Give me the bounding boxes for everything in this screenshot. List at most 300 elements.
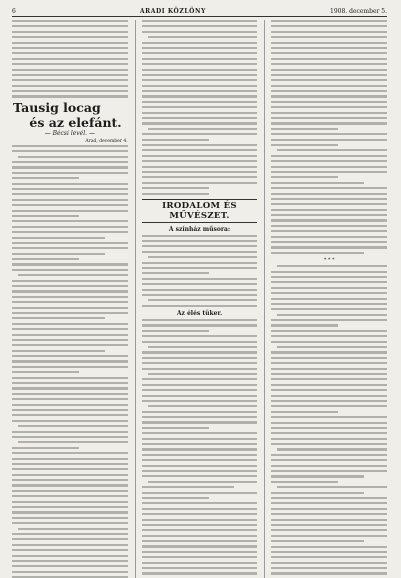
text-line	[12, 285, 128, 287]
text-line	[271, 529, 387, 531]
text-line	[271, 117, 387, 119]
text-line	[142, 395, 258, 397]
text-line	[271, 378, 387, 380]
news-text-top	[271, 20, 387, 254]
text-line	[142, 90, 258, 92]
text-line	[271, 567, 387, 569]
text-line	[12, 301, 128, 303]
text-line	[18, 274, 128, 276]
text-line	[142, 117, 258, 119]
text-line	[12, 511, 128, 513]
text-line	[142, 448, 258, 450]
text-line	[271, 308, 387, 310]
text-line	[12, 20, 128, 22]
text-line	[271, 508, 387, 510]
text-line	[12, 355, 128, 357]
text-line	[142, 42, 258, 44]
text-line	[12, 280, 128, 282]
text-line	[271, 230, 387, 232]
text-line	[271, 438, 387, 440]
text-line	[142, 438, 258, 440]
text-line	[271, 400, 387, 402]
text-line	[142, 432, 258, 434]
text-line	[271, 20, 387, 22]
text-line	[12, 414, 128, 416]
text-line	[12, 199, 128, 201]
text-line	[142, 459, 258, 461]
text-line	[271, 470, 387, 472]
text-line	[271, 271, 387, 273]
text-line	[148, 256, 258, 258]
text-line	[142, 443, 258, 445]
text-line	[142, 513, 258, 515]
text-line	[12, 398, 128, 400]
text-line	[142, 519, 258, 521]
text-line	[271, 112, 387, 114]
text-line	[271, 106, 387, 108]
text-line	[271, 395, 387, 397]
text-line	[142, 283, 258, 285]
text-line	[142, 324, 258, 326]
text-line	[12, 420, 128, 422]
text-line	[271, 214, 387, 216]
text-line	[12, 366, 128, 368]
text-line	[142, 545, 258, 547]
text-line	[271, 540, 364, 542]
text-line	[271, 171, 387, 173]
text-line	[148, 346, 258, 348]
text-line	[271, 198, 387, 200]
text-line	[271, 535, 387, 537]
text-line	[271, 58, 387, 60]
text-line	[142, 572, 258, 574]
text-line	[12, 296, 128, 298]
text-line	[271, 351, 387, 353]
text-line	[148, 481, 258, 483]
text-line	[12, 47, 128, 49]
text-line	[142, 85, 258, 87]
text-line	[277, 314, 387, 316]
text-line	[277, 265, 387, 267]
text-line	[12, 549, 128, 551]
text-line	[271, 405, 387, 407]
text-line	[271, 519, 387, 521]
text-line	[142, 341, 258, 343]
text-line	[12, 258, 79, 260]
text-line	[142, 335, 258, 337]
text-line	[271, 551, 387, 553]
text-line	[12, 404, 128, 406]
text-line	[142, 362, 258, 364]
text-line	[142, 497, 209, 499]
text-line	[271, 465, 387, 467]
text-line	[12, 177, 79, 179]
text-line	[271, 122, 387, 124]
text-line	[142, 272, 209, 274]
text-line	[12, 479, 128, 481]
text-line	[271, 203, 387, 205]
text-line	[142, 58, 258, 60]
text-line	[12, 458, 128, 460]
text-line	[12, 490, 128, 492]
text-line	[12, 339, 128, 341]
text-line	[142, 535, 258, 537]
text-line	[271, 236, 387, 238]
text-line	[12, 484, 128, 486]
text-line	[12, 323, 128, 325]
text-line	[271, 276, 387, 278]
text-line	[12, 263, 128, 265]
text-line	[142, 245, 258, 247]
article-text-intro	[12, 20, 128, 98]
text-line	[142, 25, 258, 27]
article-text-top	[142, 20, 258, 195]
text-line	[142, 378, 258, 380]
text-line	[12, 269, 128, 271]
text-line	[12, 172, 128, 174]
text-line	[12, 555, 128, 557]
text-line	[142, 486, 235, 488]
text-line	[12, 371, 79, 373]
article-headline-line2: és az elefánt.	[13, 116, 122, 129]
text-line	[271, 562, 387, 564]
text-line	[12, 145, 128, 147]
text-line	[277, 486, 387, 488]
text-line	[271, 330, 387, 332]
text-line	[12, 79, 128, 81]
text-line	[142, 112, 258, 114]
text-line	[18, 425, 128, 427]
text-line	[142, 540, 258, 542]
text-line	[142, 427, 209, 429]
section-header: IRODALOM ÉS MŰVÉSZET.	[142, 199, 258, 223]
text-line	[142, 262, 258, 264]
text-line	[142, 384, 258, 386]
text-line	[12, 242, 128, 244]
text-line	[12, 150, 128, 152]
text-line	[271, 90, 387, 92]
text-line	[12, 193, 128, 195]
text-line	[277, 448, 387, 450]
text-line	[12, 204, 128, 206]
text-line	[12, 95, 128, 97]
article-byline: — Bécsi levél. —	[12, 130, 128, 137]
text-line	[142, 235, 258, 237]
text-line	[12, 90, 128, 92]
text-line	[271, 443, 387, 445]
text-line	[12, 409, 128, 411]
text-line	[18, 156, 128, 158]
text-line	[271, 572, 387, 574]
article-text-bottom	[142, 319, 258, 578]
text-line	[142, 454, 258, 456]
text-line	[271, 497, 387, 499]
text-line	[142, 176, 258, 178]
text-line	[12, 74, 128, 76]
text-line	[271, 182, 364, 184]
text-line	[271, 160, 387, 162]
text-line	[271, 335, 387, 337]
text-line	[142, 289, 258, 291]
article-headline: Tausig locag	[13, 101, 128, 114]
text-line	[271, 246, 387, 248]
text-line	[12, 237, 105, 239]
text-line	[142, 166, 258, 168]
text-line	[142, 182, 258, 184]
text-line	[12, 166, 128, 168]
text-line	[12, 31, 128, 33]
column-3	[264, 20, 387, 578]
text-line	[142, 122, 258, 124]
text-line	[142, 155, 258, 157]
subsection-title: A színház műsora:	[142, 226, 258, 233]
text-line	[12, 474, 128, 476]
text-line	[142, 330, 209, 332]
text-line	[12, 350, 105, 352]
text-line	[12, 571, 128, 573]
text-line	[142, 357, 258, 359]
text-line	[271, 281, 387, 283]
text-line	[271, 319, 387, 321]
text-line	[271, 166, 387, 168]
text-line	[271, 492, 364, 494]
text-line	[271, 298, 387, 300]
text-line	[12, 468, 128, 470]
text-line	[142, 400, 258, 402]
text-line	[271, 524, 387, 526]
text-line	[142, 240, 258, 242]
text-line	[142, 160, 258, 162]
newspaper-title: ARADI KÖZLÖNY	[140, 8, 206, 15]
text-line	[271, 25, 387, 27]
text-line	[271, 209, 387, 211]
text-line	[142, 556, 258, 558]
text-line	[142, 475, 258, 477]
text-line	[271, 176, 338, 178]
text-line	[148, 36, 258, 38]
text-line	[142, 20, 258, 22]
text-line	[142, 567, 258, 569]
subsection-title-2: Az élés tüker.	[142, 310, 258, 317]
text-line	[271, 546, 387, 548]
text-line	[142, 31, 258, 33]
text-line	[142, 69, 258, 71]
text-line	[271, 357, 387, 359]
text-line	[12, 533, 128, 535]
text-line	[12, 538, 128, 540]
text-line	[271, 193, 387, 195]
text-line	[142, 465, 258, 467]
text-line	[142, 74, 258, 76]
program-listing	[142, 235, 258, 307]
text-line	[142, 149, 258, 151]
text-line	[142, 470, 258, 472]
text-line	[277, 346, 387, 348]
text-line	[271, 303, 387, 305]
text-line	[271, 287, 387, 289]
text-line	[12, 210, 128, 212]
column-2	[135, 20, 258, 578]
text-line	[271, 79, 387, 81]
text-line	[12, 382, 128, 384]
text-line	[142, 305, 258, 307]
text-line	[12, 85, 128, 87]
text-line	[12, 377, 128, 379]
text-line	[12, 501, 128, 503]
text-line	[271, 389, 387, 391]
text-line	[142, 144, 258, 146]
text-line	[271, 31, 387, 33]
text-line	[271, 36, 387, 38]
text-line	[142, 171, 258, 173]
text-line	[18, 441, 128, 443]
text-line	[271, 187, 387, 189]
text-line	[271, 373, 387, 375]
text-line	[12, 544, 128, 546]
text-line	[271, 74, 387, 76]
text-line	[12, 226, 128, 228]
text-line	[142, 251, 258, 253]
text-line	[271, 219, 387, 221]
article-dateline: Arad, december 4.	[12, 139, 128, 144]
text-line	[142, 368, 258, 370]
text-line	[142, 101, 258, 103]
text-line	[12, 360, 128, 362]
text-line	[271, 69, 387, 71]
text-line	[142, 421, 258, 423]
text-line	[271, 481, 338, 483]
text-line	[271, 133, 387, 135]
text-line	[12, 231, 128, 233]
text-line	[271, 95, 387, 97]
text-line	[271, 432, 387, 434]
text-line	[271, 368, 387, 370]
text-line	[12, 52, 128, 54]
text-line	[271, 324, 338, 326]
text-line	[148, 373, 258, 375]
text-line	[12, 447, 79, 449]
text-line	[12, 522, 128, 524]
text-line	[271, 411, 338, 413]
text-line	[142, 79, 258, 81]
text-line	[271, 241, 387, 243]
page-number: 6	[12, 8, 16, 15]
text-line	[12, 58, 128, 60]
text-line	[12, 188, 128, 190]
text-line	[271, 128, 338, 130]
text-line	[271, 475, 364, 477]
text-line	[271, 556, 387, 558]
text-line	[18, 528, 128, 530]
article-text-body	[12, 145, 128, 578]
text-line	[12, 495, 128, 497]
text-line	[142, 193, 209, 195]
text-line	[142, 524, 258, 526]
text-line	[271, 416, 387, 418]
text-line	[142, 294, 258, 296]
text-line	[271, 155, 387, 157]
text-line	[271, 144, 338, 146]
text-line	[12, 69, 128, 71]
text-line	[142, 411, 258, 413]
text-line	[271, 139, 387, 141]
text-line	[271, 502, 387, 504]
text-line	[12, 387, 128, 389]
text-line	[142, 267, 258, 269]
text-line	[271, 384, 387, 386]
text-line	[142, 63, 258, 65]
text-line	[271, 42, 387, 44]
text-line	[12, 36, 128, 38]
text-line	[271, 101, 387, 103]
text-line	[142, 508, 258, 510]
text-line	[271, 63, 387, 65]
text-line	[12, 215, 79, 217]
text-line	[271, 225, 387, 227]
text-line	[271, 85, 387, 87]
text-line	[142, 416, 258, 418]
column-1	[12, 20, 128, 578]
text-line	[12, 312, 128, 314]
text-line	[12, 506, 128, 508]
text-line	[142, 106, 258, 108]
text-line	[142, 502, 258, 504]
issue-date: 1908. december 5.	[330, 8, 387, 15]
text-line	[271, 454, 387, 456]
text-line	[142, 492, 258, 494]
text-line	[277, 149, 387, 151]
text-line	[142, 562, 258, 564]
text-line	[142, 133, 258, 135]
text-line	[142, 47, 258, 49]
text-line	[12, 63, 128, 65]
text-line	[148, 405, 258, 407]
text-line	[12, 25, 128, 27]
text-line	[142, 187, 209, 189]
text-line	[142, 52, 258, 54]
text-line	[12, 393, 128, 395]
text-line	[271, 422, 387, 424]
text-line	[12, 463, 128, 465]
text-line	[142, 351, 258, 353]
text-line	[142, 389, 258, 391]
separator-stars: * * *	[271, 257, 387, 263]
text-line	[12, 317, 105, 319]
text-line	[142, 139, 209, 141]
news-text-bottom	[271, 265, 387, 578]
text-line	[12, 220, 128, 222]
text-line	[271, 341, 387, 343]
text-line	[142, 319, 258, 321]
text-line	[12, 452, 128, 454]
text-line	[12, 431, 128, 433]
text-line	[12, 517, 128, 519]
text-line	[271, 52, 387, 54]
text-line	[12, 307, 128, 309]
text-line	[271, 47, 387, 49]
text-line	[271, 252, 364, 254]
text-line	[12, 334, 128, 336]
text-line	[12, 328, 128, 330]
text-line	[142, 529, 258, 531]
columns	[12, 20, 387, 578]
text-line	[12, 565, 128, 567]
text-line	[142, 95, 258, 97]
text-line	[12, 247, 128, 249]
text-line	[12, 290, 128, 292]
page-header	[12, 6, 387, 17]
text-line	[142, 551, 258, 553]
